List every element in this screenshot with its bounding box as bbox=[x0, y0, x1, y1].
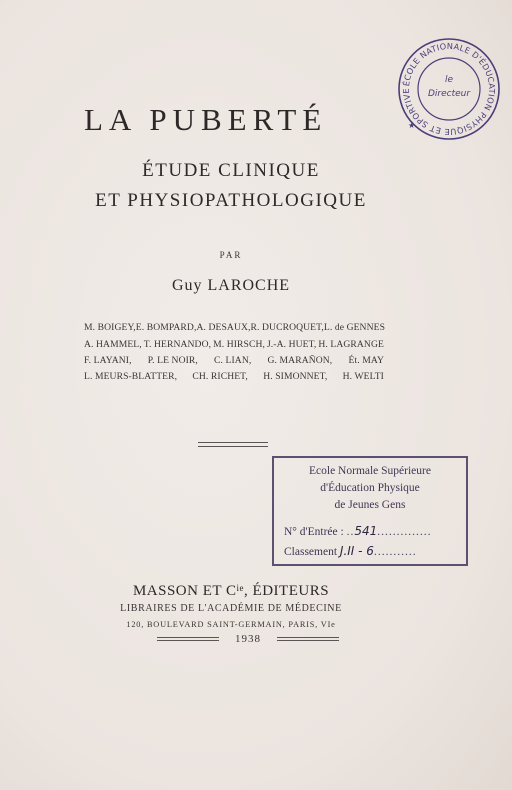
collaborator-name: F. LAYANI, bbox=[84, 355, 132, 366]
round-stamp bbox=[396, 36, 502, 142]
collaborator-name: J.-A. HUET, bbox=[266, 339, 317, 350]
publisher-name-main: MASSON ET C bbox=[132, 583, 237, 599]
collaborator-name: G. MARAÑON, bbox=[267, 355, 333, 366]
collaborator-name: R. DUCROQUET, bbox=[250, 322, 324, 333]
collaborators-line-4 bbox=[84, 371, 384, 382]
collaborator-name: H. WELTI bbox=[342, 371, 384, 382]
collaborator-name: Ét. MAY bbox=[348, 355, 384, 366]
year-rule-left bbox=[157, 637, 219, 641]
publisher-name-suffix: , ÉDITEURS bbox=[244, 583, 330, 599]
collaborator-name: M. BOIGEY, bbox=[84, 322, 136, 333]
stamp-center-bottom: Directeur bbox=[427, 89, 471, 99]
publisher-address: 120, BOULEVARD SAINT-GERMAIN, PARIS, VIe bbox=[126, 620, 336, 629]
book-title: LA PUBERTÉ bbox=[84, 102, 328, 137]
subtitle-line-1: ÉTUDE CLINIQUE bbox=[142, 160, 320, 181]
publisher-name bbox=[0, 583, 462, 600]
classification-label: Classement bbox=[284, 546, 338, 558]
collaborator-name: L. de GENNES bbox=[323, 322, 386, 333]
stamp-line-1: Ecole Normale Supérieure bbox=[309, 465, 431, 477]
classification-value: J.II - 6 bbox=[339, 544, 374, 558]
entry-number-row: N° d'Entrée : ..541.............. bbox=[284, 524, 432, 538]
collaborators-line-1 bbox=[84, 322, 384, 333]
collaborator-name: A. HAMMEL, bbox=[84, 339, 142, 350]
collaborator-name: H. LAGRANGE bbox=[318, 339, 384, 350]
collaborator-name: C. LIAN, bbox=[214, 355, 252, 366]
divider-rule bbox=[198, 442, 268, 447]
publisher-name-sup: ie bbox=[236, 583, 245, 593]
collaborator-name: T. HERNANDO, bbox=[143, 339, 212, 350]
by-label: PAR bbox=[219, 250, 243, 260]
publication-year: 1938 bbox=[235, 633, 261, 645]
collaborator-name: E. BOMPARD, bbox=[135, 322, 197, 333]
year-rule-right bbox=[277, 637, 339, 641]
library-entry-stamp bbox=[272, 456, 468, 566]
publisher-subtitle: LIBRAIRES DE L'ACADÉMIE DE MÉDECINE bbox=[120, 603, 342, 614]
collaborators-line-2 bbox=[84, 339, 384, 350]
collaborator-name: L. MEURS-BLATTER, bbox=[84, 371, 178, 382]
star-icon: ★ bbox=[408, 121, 416, 130]
entry-label: N° d'Entrée : bbox=[284, 526, 344, 538]
collaborator-name: H. SIMONNET, bbox=[263, 371, 328, 382]
stamp-center-top: le bbox=[444, 75, 454, 85]
author-name: Guy LAROCHE bbox=[171, 277, 291, 294]
collaborator-name: A. DESAUX, bbox=[196, 322, 251, 333]
collaborator-name: P. LE NOIR, bbox=[147, 355, 198, 366]
stamp-line-3: de Jeunes Gens bbox=[334, 499, 406, 511]
stamp-ring-text: ÉCOLE NATIONALE D'ÉDUCATION PHYSIQUE ET SPORTIVE bbox=[400, 40, 498, 138]
classification-row: Classement J.II - 6........... bbox=[284, 544, 417, 558]
stamp-line-2: d'Éducation Physique bbox=[320, 482, 420, 494]
year-row bbox=[157, 632, 339, 646]
subtitle-line-2: ET PHYSIOPATHOLOGIQUE bbox=[95, 190, 367, 211]
collaborator-name: CH. RICHET, bbox=[192, 371, 248, 382]
entry-value: 541 bbox=[354, 524, 378, 538]
collaborator-name: M. HIRSCH, bbox=[213, 339, 265, 350]
collaborators-line-3 bbox=[84, 355, 384, 366]
